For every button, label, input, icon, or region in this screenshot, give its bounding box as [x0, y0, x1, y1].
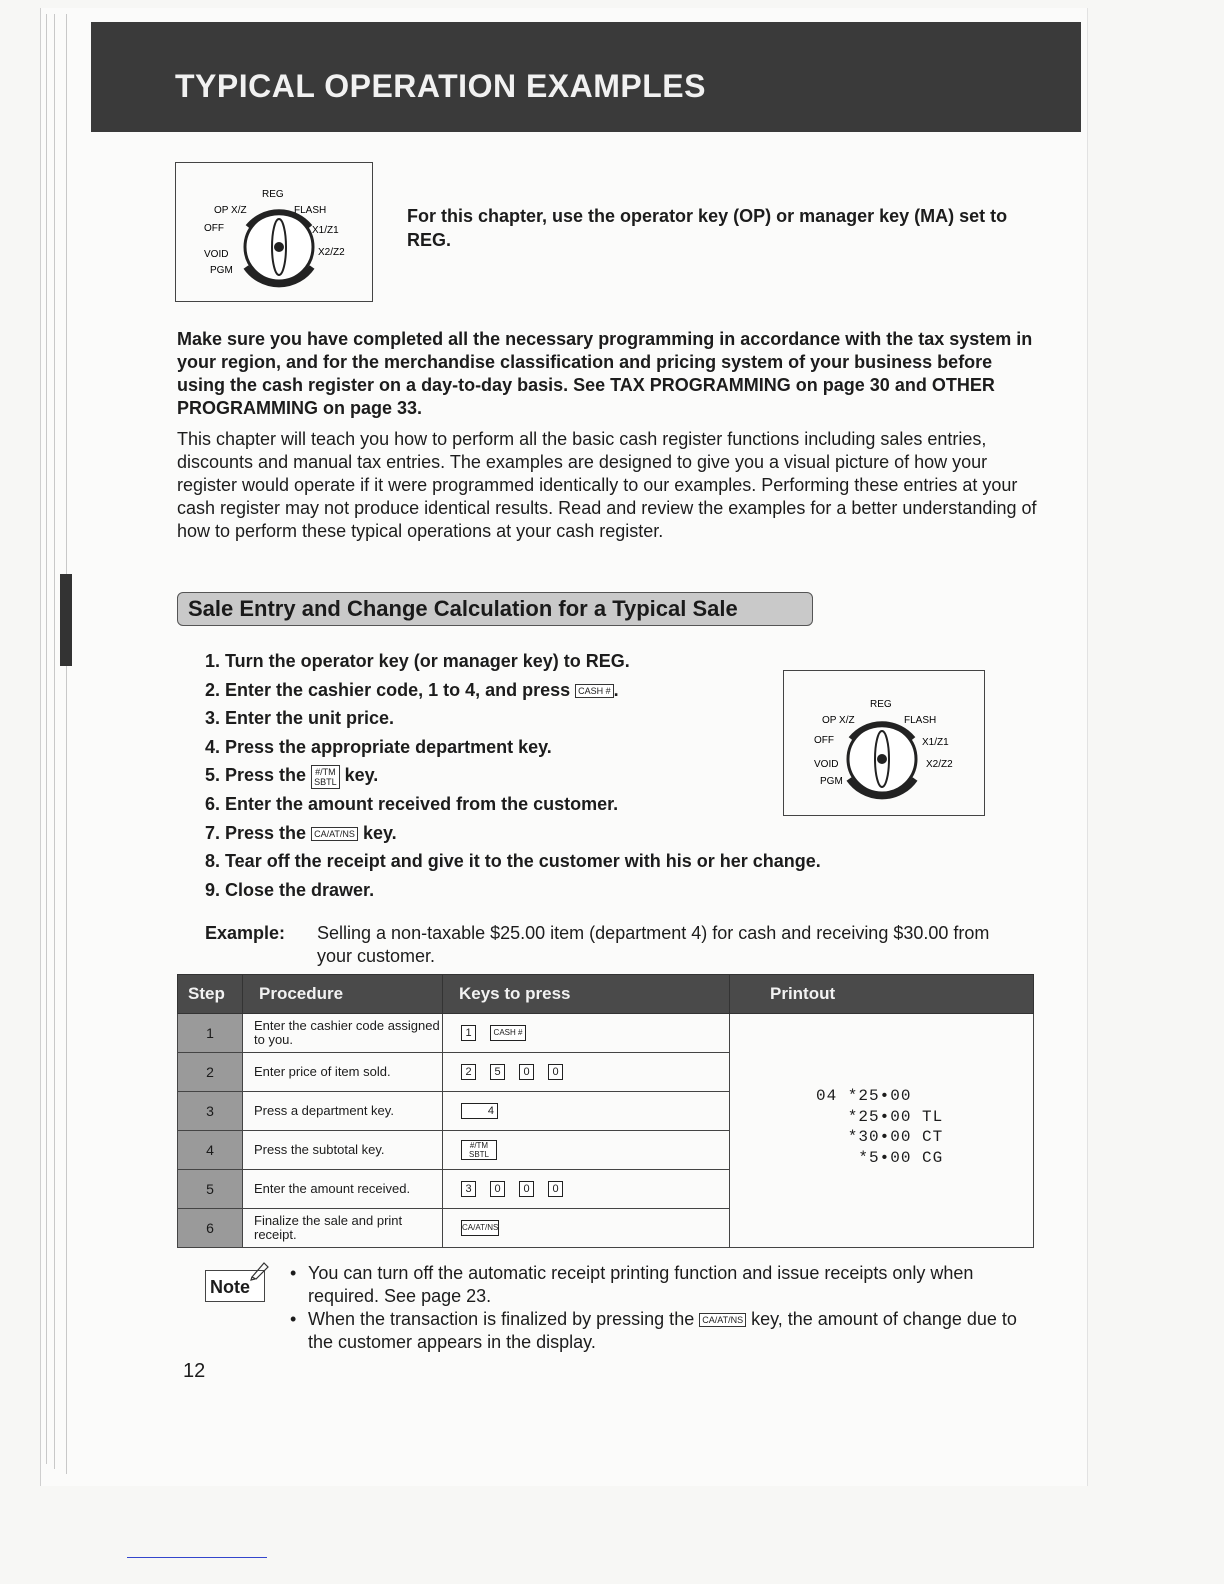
ca-at-ns-key-icon: CA/AT/NS: [699, 1313, 746, 1327]
keys-cell: [443, 1209, 730, 1248]
subtotal-key-icon: #/TM SBTL: [311, 765, 340, 789]
svg-text:OFF: OFF: [204, 223, 224, 234]
col-printout: Printout: [730, 975, 1034, 1014]
operation-table: [177, 974, 1034, 1248]
svg-text:FLASH: FLASH: [294, 205, 327, 216]
note-badge: Note: [205, 1270, 265, 1302]
procedure-text: Finalize the sale and print receipt.: [243, 1209, 443, 1248]
key-icon: 0: [548, 1181, 563, 1197]
key-icon: 0: [519, 1064, 534, 1080]
step-item: 4. Press the appropriate department key.: [205, 736, 552, 757]
step-item: 8. Tear off the receipt and give it to the customer with his or her change.: [205, 851, 821, 872]
page-edge: [54, 14, 55, 1469]
subtotal-key-icon: #/TM SBTL: [461, 1140, 497, 1160]
svg-text:REG: REG: [262, 189, 284, 200]
step-number: 3: [178, 1092, 243, 1131]
step-item: 5. Press the #/TM SBTL key.: [205, 765, 379, 787]
section-title: Sale Entry and Change Calculation for a Typical Sale: [188, 596, 738, 621]
department-key-icon: 4: [461, 1103, 498, 1119]
step-item: 7. Press the CA/AT/NS key.: [205, 822, 397, 843]
page-header: [91, 22, 1081, 132]
receipt-line: *5•00 CG: [816, 1148, 944, 1167]
note-item: • When the transaction is finalized by pressing the CA/AT/NS key, the amount of change due to the customer appears in the display.: [288, 1308, 1038, 1354]
step-number: 2: [178, 1053, 243, 1092]
section-heading: [177, 592, 813, 626]
ca-at-ns-key-icon: CA/AT/NS: [461, 1220, 499, 1236]
page-title: TYPICAL OPERATION EXAMPLES: [175, 68, 706, 104]
svg-text:X2/Z2: X2/Z2: [318, 247, 345, 258]
key-icon: 1: [461, 1025, 476, 1041]
page-edge: [46, 14, 47, 1464]
col-procedure: Procedure: [243, 975, 443, 1014]
keys-cell: [443, 1131, 730, 1170]
table-header-row: [178, 975, 1034, 1014]
key-icon: 0: [548, 1064, 563, 1080]
step-number: 4: [178, 1131, 243, 1170]
procedure-text: Enter price of item sold.: [243, 1053, 443, 1092]
key-icon: 3: [461, 1181, 476, 1197]
svg-text:OFF: OFF: [814, 735, 834, 746]
procedure-text: Press the subtotal key.: [243, 1131, 443, 1170]
ca-at-ns-key-icon: CA/AT/NS: [311, 827, 358, 841]
chapter-intro: This chapter will teach you how to perform all the basic cash register functions including sales entries, discounts and manual tax entries. The examples are designed to give you a visual picture of how your register would operate if it were programmed identically to our examples. Performing these entries at your cash register may not produce identical results. Read and review the examples for a better understanding of how to perform these typical operations at your cash register.: [177, 429, 1037, 541]
step-item: 6. Enter the amount received from the customer.: [205, 793, 619, 814]
operator-key-note: For this chapter, use the operator key (OP) or manager key (MA) set to REG.: [407, 206, 1008, 250]
example-text: Selling a non-taxable $25.00 item (department 4) for cash and receiving $30.00 from your customer.: [317, 923, 990, 966]
table-row: [178, 1014, 1034, 1053]
svg-text:REG: REG: [870, 699, 892, 710]
mode-key-dial-icon: [784, 671, 984, 815]
svg-text:X1/Z1: X1/Z1: [922, 737, 949, 748]
col-keys: Keys to press: [443, 975, 730, 1014]
key-icon: 0: [519, 1181, 534, 1197]
mode-key-figure: [175, 162, 373, 302]
step-number: 6: [178, 1209, 243, 1248]
svg-text:OP X/Z: OP X/Z: [214, 205, 247, 216]
printout-cell: [730, 1014, 1034, 1248]
keys-cell: [443, 1092, 730, 1131]
page-edge: [66, 14, 67, 1474]
svg-text:X2/Z2: X2/Z2: [926, 759, 953, 770]
notes-list: [288, 1262, 1038, 1354]
step-number: 5: [178, 1170, 243, 1209]
key-icon: 2: [461, 1064, 476, 1080]
receipt-line: *25•00 TL: [816, 1107, 944, 1126]
step-item: 2. Enter the cashier code, 1 to 4, and press CASH # .: [205, 679, 619, 700]
pencil-icon: [248, 1259, 270, 1281]
svg-text:VOID: VOID: [814, 759, 839, 770]
spine-mark: [60, 574, 72, 666]
receipt-line: 04 *25•00: [816, 1087, 912, 1105]
keys-cell: [443, 1170, 730, 1209]
svg-text:VOID: VOID: [204, 249, 229, 260]
procedure-text: Enter the amount received.: [243, 1170, 443, 1209]
example-label: Example:: [205, 923, 286, 943]
keys-cell: [443, 1053, 730, 1092]
svg-text:PGM: PGM: [820, 776, 843, 787]
procedure-text: Press a department key.: [243, 1092, 443, 1131]
page-number: 12: [183, 1360, 206, 1382]
bottom-rule: [127, 1557, 267, 1558]
svg-text:PGM: PGM: [210, 265, 233, 276]
cash-id-key-icon: CASH #: [490, 1025, 526, 1041]
receipt-line: *30•00 CT: [816, 1128, 944, 1146]
key-icon: 5: [490, 1064, 505, 1080]
col-step: Step: [178, 975, 243, 1014]
svg-text:OP X/Z: OP X/Z: [822, 715, 855, 726]
mode-key-figure: [783, 670, 985, 816]
svg-text:X1/Z1: X1/Z1: [312, 225, 339, 236]
key-icon: 0: [490, 1181, 505, 1197]
note-item: • You can turn off the automatic receipt printing function and issue receipts only when required. See page 23.: [288, 1262, 1038, 1308]
mode-key-dial-icon: [176, 163, 372, 301]
receipt-printout: [816, 1086, 943, 1168]
programming-warning: Make sure you have completed all the necessary programming in accordance with the tax system in your region, and for the merchandise classification and pricing system of your business before using the cash register on a day-to-day basis. See TAX PROGRAMMING on page 30 and OTHER PROGRAMMING on page 33.: [177, 329, 1033, 418]
procedure-text: Enter the cashier code assigned to you.: [243, 1014, 443, 1053]
svg-text:FLASH: FLASH: [904, 715, 937, 726]
step-item: 3. Enter the unit price.: [205, 708, 395, 729]
cash-id-key-icon: CASH #: [575, 684, 614, 698]
step-number: 1: [178, 1014, 243, 1053]
keys-cell: [443, 1014, 730, 1053]
step-item: 1. Turn the operator key (or manager key) to REG.: [205, 651, 630, 671]
step-item: 9. Close the drawer.: [205, 879, 375, 900]
